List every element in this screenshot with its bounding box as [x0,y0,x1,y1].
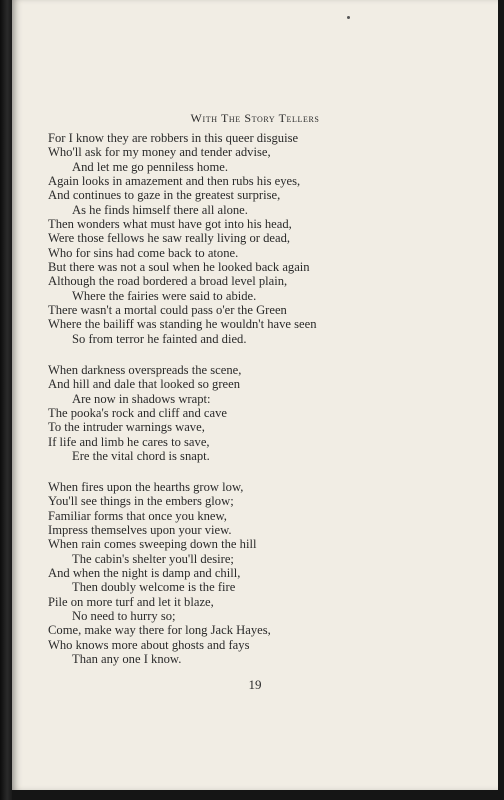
poem-stanza-2 [48,363,241,463]
poem-line: Come, make way there for long Jack Hayes, [48,623,271,638]
poem-line: Where the fairies were said to abide. [72,288,257,303]
poem-line: No need to hurry so; [72,609,176,624]
poem-line: And let me go penniless home. [72,159,228,174]
poem-line: When rain comes sweeping down the hill [48,537,257,552]
ink-speck [347,16,350,19]
poem-line: Ere the vital chord is snapt. [72,449,210,464]
poem-line: But there was not a soul when he looked back again [48,260,310,275]
page-number: 19 [248,677,262,692]
book-page [12,0,498,790]
poem-stanza-1 [48,131,317,346]
poem-line: You'll see things in the embers glow; [48,494,234,509]
poem-line: Then doubly welcome is the fire [72,580,236,595]
poem-line: Where the bailiff was standing he wouldn't have seen [48,317,317,332]
running-header: With The Story Tellers [190,111,320,125]
poem-line: Who for sins had come back to atone. [48,245,239,260]
poem-line: Who'll ask for my money and tender advise, [48,145,271,160]
poem-line: As he finds himself there all alone. [72,202,248,217]
poem-line: The pooka's rock and cliff and cave [48,406,227,421]
poem-line: And hill and dale that looked so green [48,377,241,392]
poem-line: When fires upon the hearths grow low, [48,480,244,494]
poem-line: Pile on more turf and let it blaze, [48,594,214,609]
poem-line: Although the road bordered a broad level plain, [48,274,288,289]
poem-line: So from terror he fainted and died. [72,331,247,346]
poem-line: If life and limb he cares to save, [48,434,210,449]
book-spine-edge [0,0,12,800]
poem-line: Who knows more about ghosts and fays [48,637,250,652]
poem-line: Than any one I know. [72,652,182,667]
poem-line: And when the night is damp and chill, [48,566,241,581]
poem-line: Then wonders what must have got into his head, [48,217,292,232]
poem-line: Familiar forms that once you knew, [48,508,227,523]
poem-line: To the intruder warnings wave, [48,420,205,435]
poem-line: For I know they are robbers in this queer disguise [48,131,299,145]
poem-line: Impress themselves upon your view. [48,523,232,538]
poem-line: There wasn't a mortal could pass o'er the Green [48,303,287,318]
poem-line: When darkness overspreads the scene, [48,363,242,377]
poem-line: Again looks in amazement and then rubs his eyes, [48,174,301,189]
poem-line: And continues to gaze in the greatest surprise, [48,188,281,203]
poem-line: Are now in shadows wrapt: [72,391,211,406]
poem-line: The cabin's shelter you'll desire; [72,551,234,566]
poem-stanza-3 [48,480,271,666]
poem-line: Were those fellows he saw really living or dead, [48,231,291,246]
